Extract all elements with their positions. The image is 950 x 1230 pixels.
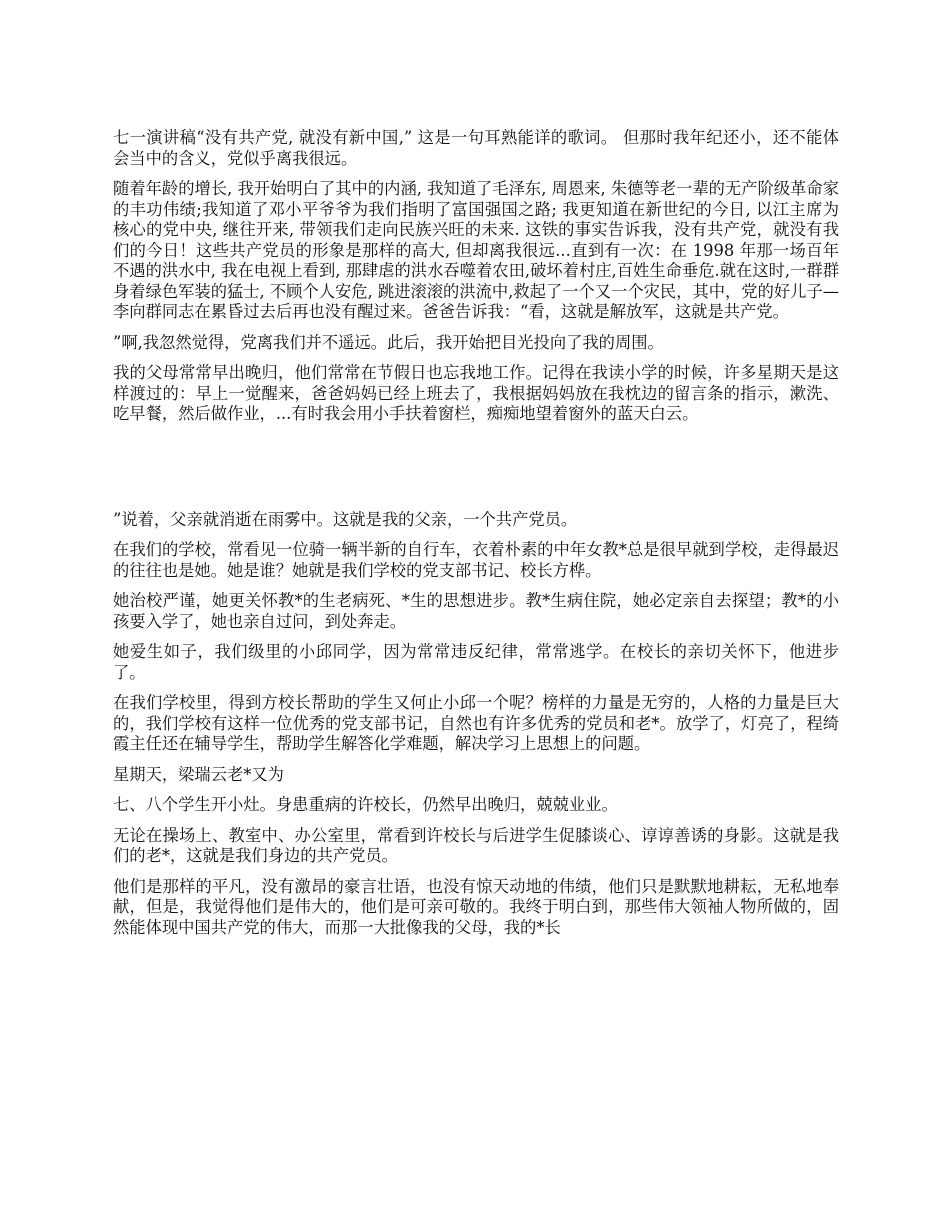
paragraph: 在我们的学校，常看见一位骑一辆半新的自行车，衣着朴素的中年女教*总是很早就到学校，走得最迟的往往也是她。她是谁？她就是我们学校的党支部书记、校长方桦。 (113, 540, 839, 580)
paragraph: 七一演讲稿“没有共产党, 就没有新中国,” 这是一句耳熟能详的歌词。 但那时我年纪还小，还不能体会当中的含义，党似乎离我很远。 (113, 128, 839, 168)
paragraph: ”啊,我忽然觉得，党离我们并不遥远。此后，我开始把目光投向了我的周围。 (113, 332, 664, 352)
paragraph: ”说着，父亲就消逝在雨雾中。这就是我的父亲，一个共产党员。 (113, 509, 578, 529)
paragraph: 随着年龄的增长, 我开始明白了其中的内涵, 我知道了毛泽东, 周恩来, 朱德等老一辈的无产阶级革命家的丰功伟绩;我知道了邓小平爷爷为我们指明了富国强国之路; 我更知道在新世纪的今日, 以江主席为核心的党中央, 继往开来, 带领我们走向民族兴旺的未来. 这铁的事实告诉我，没有共产党，就没有我们的今日！这些共产党员的形象是那样的高大, 但却离我很远...直到有一次：在 1998 年那一场百年不遇的洪水中, 我在电视上看到, 那肆虐的洪水吞噬着农田,破坏着村庄,百姓生命垂危.就在这时,一群群身着绿色军装的猛士, 不顾个人安危, 跳进滚滚的洪流中,救起了一个又一个灾民，其中，党的好儿子—李向群同志在累昏过去后再也没有醒过来。爸爸告诉我：“看，这就是解放军，这就是共产党。 (113, 179, 839, 321)
paragraph: 我的父母常常早出晚归，他们常常在节假日也忘我地工作。记得在我读小学的时候，许多星期天是这样渡过的：早上一觉醒来，爸爸妈妈已经上班去了，我根据妈妈放在我枕边的留言条的指示，漱洗、吃早餐，然后做作业，...有时我会用小手扶着窗栏，痴痴地望着窗外的蓝天白云。 (113, 363, 839, 423)
document-body (113, 128, 839, 938)
paragraph: 星期天，梁瑞云老*又为 (113, 764, 284, 784)
paragraph: 她治校严谨，她更关怀教*的生老病死、*生的思想进步。教*生病住院，她必定亲自去探望；教*的小孩要入学了，她也亲自过问，到处奔走。 (113, 591, 839, 631)
paragraph: 他们是那样的平凡，没有激昂的豪言壮语，也没有惊天动地的伟绩，他们只是默默地耕耘，无私地奉献，但是，我觉得他们是伟大的，他们是可亲可敬的。我终于明白到，那些伟大领袖人物所做的，固然能体现中国共产党的伟大，而那一大批像我的父母，我的*长 (113, 876, 839, 937)
paragraph: 无论在操场上、教室中、办公室里，常看到许校长与后进学生促膝谈心、谆谆善诱的身影。这就是我们的老*，这就是我们身边的共产党员。 (113, 825, 839, 865)
paragraph: 她爱生如子，我们级里的小邱同学，因为常常违反纪律，常常逃学。在校长的亲切关怀下，他进步了。 (113, 642, 839, 682)
paragraph: 在我们学校里，得到方校长帮助的学生又何止小邱一个呢？榜样的力量是无穷的，人格的力量是巨大的，我们学校有这样一位优秀的党支部书记，自然也有许多优秀的党员和老*。放学了，灯亮了，程绮霞主任还在辅导学生，帮助学生解答化学难题，解决学习上思想上的问题。 (113, 693, 839, 753)
paragraph: 七、八个学生开小灶。身患重病的许校长，仍然早出晚归，兢兢业业。 (113, 795, 618, 814)
